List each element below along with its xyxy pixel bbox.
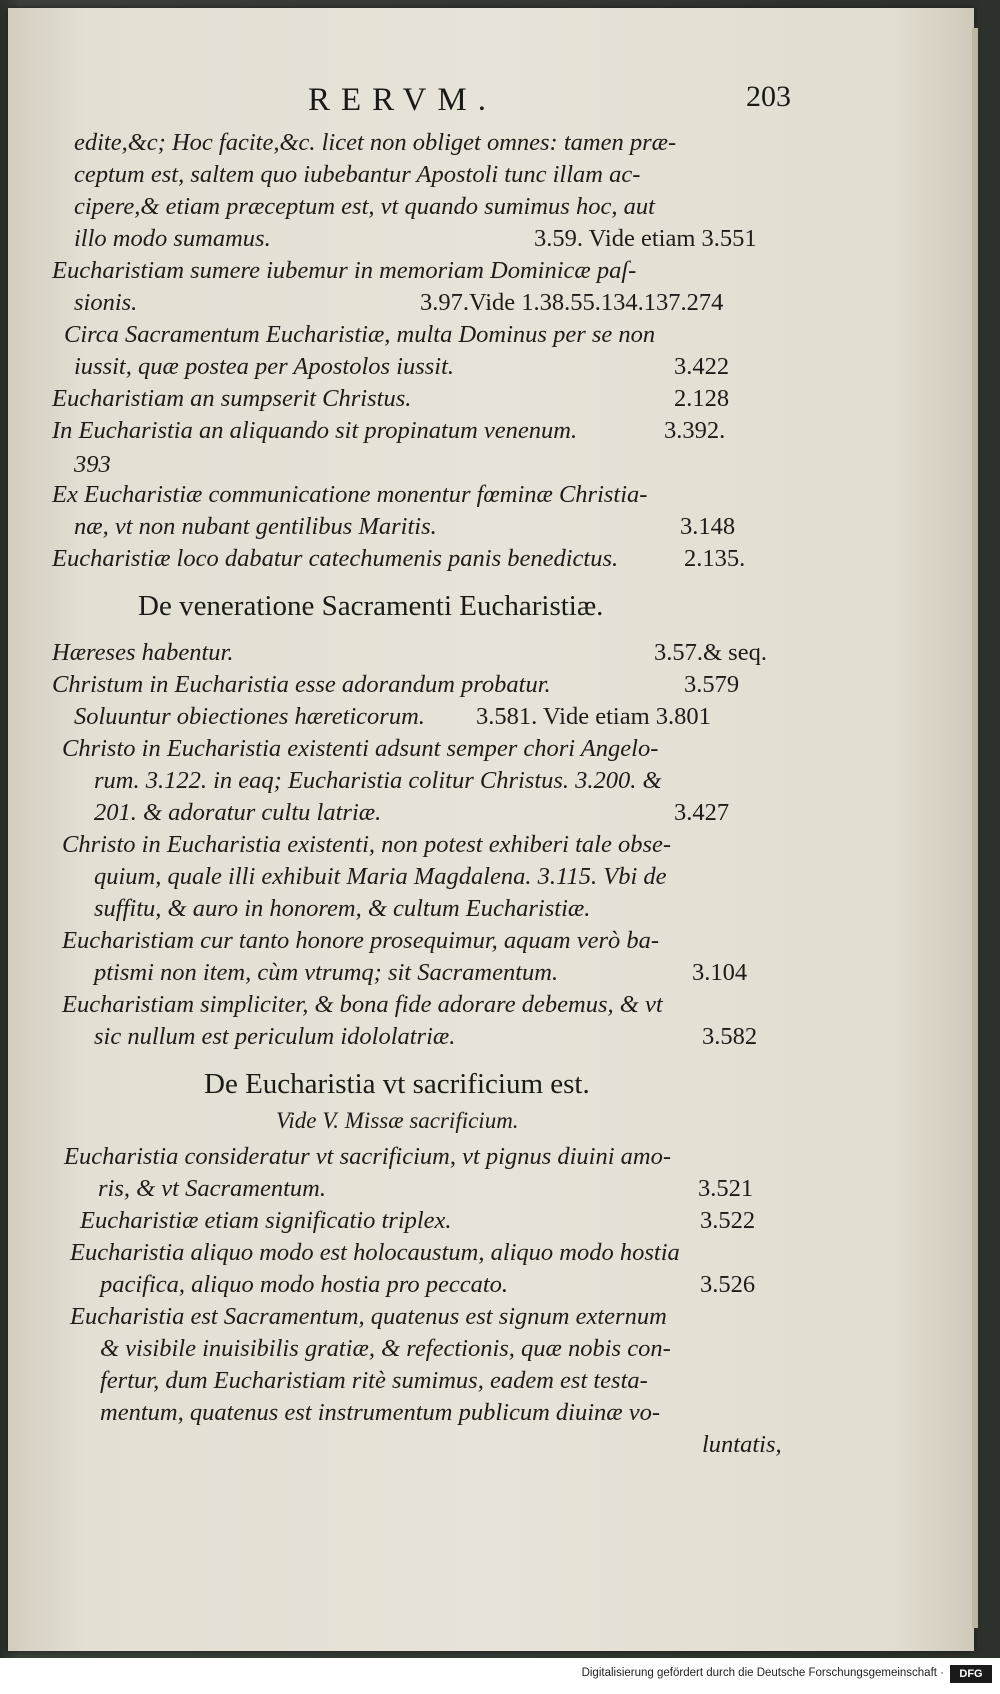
section-heading-sacrifice: De Eucharistia vt sacrificium est. — [204, 1068, 590, 1100]
index-ref: 3.392. — [664, 417, 726, 444]
index-line: ptismi non item, cùm vtrumq; sit Sacramentum. 3.104 — [94, 956, 774, 990]
index-line: Hæreses habentur. 3.57.& seq. — [52, 636, 774, 670]
index-ref: 3.97.Vide 1.38.55.134.137.274 — [420, 289, 724, 316]
index-ref: 3.427 — [674, 799, 730, 826]
index-ref: 3.579 — [684, 671, 740, 698]
index-line: iussit, quæ postea per Apostolos iussit. 3.422 — [74, 350, 774, 384]
index-line: Eucharistiæ etiam significatio triplex. 3.522 — [80, 1204, 774, 1238]
section-heading-veneration: De veneratione Sacramenti Eucharistiæ. — [138, 590, 604, 622]
page-edge — [972, 28, 978, 1628]
index-line: pacifica, aliquo modo hostia pro peccato. 3.526 — [100, 1268, 774, 1302]
index-ref: 3.526 — [700, 1271, 756, 1298]
index-ref: 3.422 — [674, 353, 730, 380]
index-ref: 3.148 — [680, 513, 736, 540]
index-line: 201. & adoratur cultu latriæ. 3.427 — [94, 796, 774, 830]
index-line: ris, & vt Sacramentum. 3.521 — [98, 1172, 774, 1206]
running-head: RERVM. — [308, 82, 497, 118]
index-ref: 2.135. — [684, 545, 746, 572]
index-line: In Eucharistia an aliquando sit propinatum venenum. 3.392. — [52, 414, 774, 448]
index-line: Christum in Eucharistia esse adorandum probatur. 3.579 — [52, 668, 774, 702]
index-line: Soluuntur obiectiones hæreticorum. 3.581. Vide etiam 3.801 — [74, 700, 774, 734]
page-header — [8, 74, 974, 124]
index-ref: 2.128 — [674, 385, 730, 412]
index-ref: 3.104 — [692, 959, 748, 986]
index-line: Eucharistiam an sumpserit Christus. 2.128 — [52, 382, 774, 416]
section-cross-reference: Vide V. Missæ sacrificium. — [276, 1108, 519, 1133]
page-number: 203 — [746, 80, 791, 113]
index-line: sionis. 3.97.Vide 1.38.55.134.137.274 — [74, 286, 774, 320]
footer-bar — [0, 1658, 1000, 1694]
index-line: Eucharistiæ loco dabatur catechumenis panis benedictus. 2.135. — [52, 542, 774, 576]
index-line: sic nullum est periculum idololatriæ. 3.582 — [94, 1020, 774, 1054]
index-ref: 3.522 — [700, 1207, 756, 1234]
index-ref: 3.581. Vide etiam 3.801 — [476, 703, 711, 730]
index-line: illo modo sumamus. 3.59. Vide etiam 3.551 — [74, 222, 774, 256]
index-ref: 3.57.& seq. — [654, 639, 767, 666]
index-ref: 3.59. Vide etiam 3.551 — [534, 225, 757, 252]
index-ref: 3.582 — [702, 1023, 758, 1050]
index-ref: 3.521 — [698, 1175, 754, 1202]
book-page: RERVM. 203 edite,&c; Hoc facite,&c. licet non obliget omnes: tamen præ- ceptum est, saltem quo iubebantur Apostoli tunc illam ac- cipere,& etiam præceptum est, vt quando sumimus hoc, aut illo modo sumamus. 3.59. Vide etiam 3.551 Eucharistiam sumere iubemur in memoriam Dominicæ paſ- sionis. 3.97.Vide 1.38.55.134.137.274 Circa Sacramentum Eucharistiæ, multa Dominus per se non iussit, quæ postea per Apostolos iussit. 3.422 Eucharistiam an sumpserit Christus. 2.128 In Eucharistia an aliquando sit propinatum venenum. 3.392. 393 Ex Eucharistiæ communicatione monentur fœminæ Christia- næ, vt non nubant gentilibus Maritis. 3.148 Eucharistiæ loco dabatur catechumenis panis benedictus. 2.135. De veneratione Sacramenti Eucharistiæ. Hæreses habentur. 3.57.& seq. Christum in Eucharistia esse adorandum probatur. 3.579 Soluuntur obiectiones hæreticorum. 3.581. Vide etiam 3.801 Christo in Eucharistia existenti adsunt semper chori Angelo- rum. 3.122. in eaq; Eucharistia colitur Christus. 3.200. & 201. & adoratur cultu latriæ. 3.427 Christo in Eucharistia existenti, non potest exhiberi tale obse- quium, quale illi exhibuit Maria Magdalena. 3.115. Vbi de suffitu, & auro in honorem, & cultum Eucharistiæ. Eucharistiam cur tanto honore prosequimur, aquam verò ba- ptismi non item, cùm vtrumq; sit Sacramentum. 3.104 Eucharistiam simpliciter, & bona fide adorare debemus, & vt sic nullum est periculum idololatriæ. 3.582 De Eucharistia vt sacrificium est. Vide V. Missæ sacrificium. Eucharistia consideratur vt sacrificium, vt pignus diuini amo- ris, & vt Sacramentum. 3.521 Eucharistiæ etiam significatio triplex. 3.522 Eucharistia aliquo modo est holocaustum, aliquo modo hostia pacifica, aliquo modo hostia pro peccato. 3.526 Eucharistia est Sacramentum, quatenus est signum externum & visibile inuisibilis gratiæ, & refectionis, quæ nobis con- fertur, dum Eucharistiam ritè sumimus, eadem est testa- mentum, quatenus est instrumentum publicum diuinæ vo- luntatis, — [8, 8, 974, 1651]
dfg-logo: DFG — [950, 1665, 992, 1683]
footer-credit: Digitalisierung gefördert durch die Deutsche Forschungsgemeinschaft · — [581, 1667, 944, 1679]
index-line: næ, vt non nubant gentilibus Maritis. 3.148 — [74, 510, 774, 544]
